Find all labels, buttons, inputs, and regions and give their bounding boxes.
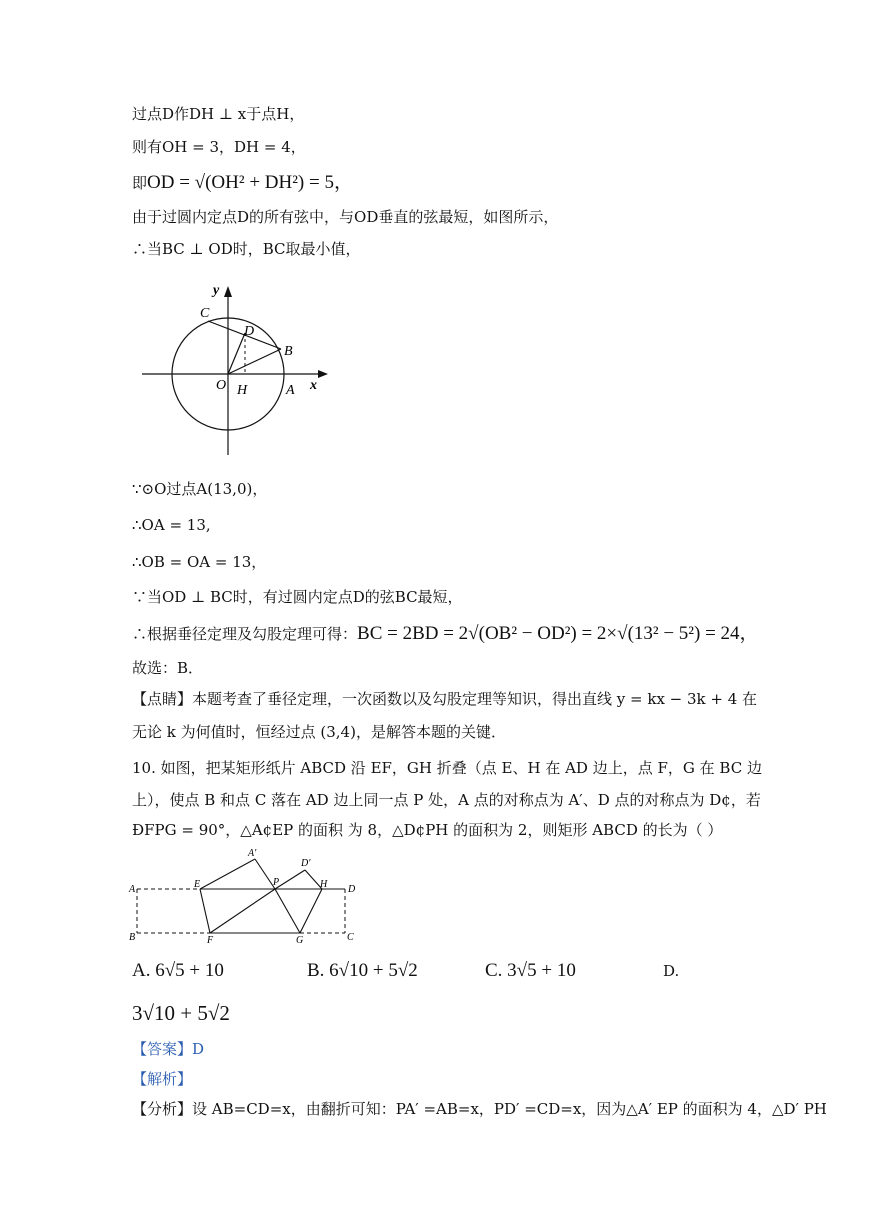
- solution-line-8: ∴OB = OA = 13，: [132, 553, 267, 571]
- segment-gh: [300, 889, 322, 933]
- label-a-prime: A': [248, 848, 257, 859]
- solution-line-11: 故选：B．: [132, 659, 204, 677]
- label-d: D: [348, 884, 356, 895]
- label-d: D: [244, 324, 255, 339]
- label-h: H: [320, 879, 328, 890]
- solution-line-7: ∴OA = 13,: [132, 516, 211, 534]
- option-d-value: 3√10 + 5√2: [132, 1001, 230, 1025]
- segment-od: [228, 333, 245, 374]
- solution-line-1: 过点D作DH ⊥ x于点H，: [132, 105, 305, 123]
- key-point-line-2: 无论 k 为何值时，恒经过点 (3,4)，是解答本题的关键．: [132, 723, 506, 741]
- segment-pg: [275, 889, 300, 933]
- segment-pd: [275, 870, 305, 889]
- label-x: x: [310, 378, 317, 393]
- segment-pf: [210, 889, 275, 933]
- label-o: O: [216, 378, 227, 393]
- circle-figure: [140, 283, 340, 458]
- analysis-line-1: 【分析】设 AB=CD=x，由翻折可知：PA′ =AB=x，PD′ =CD=x，因为△A′ EP 的面积为 4，△D′ PH: [132, 1100, 827, 1118]
- label-p: P: [273, 877, 280, 888]
- solution-line-9: ∵当OD ⊥ BC时，有过圆内定点D的弦BC最短，: [132, 588, 463, 606]
- option-a[interactable]: A. 6√5 + 10: [132, 960, 224, 981]
- answer-line: 【答案】D: [132, 1040, 205, 1058]
- segment-ea: [200, 859, 255, 889]
- option-d[interactable]: D.: [663, 962, 680, 980]
- label-d-prime: D': [301, 858, 311, 869]
- fold-figure: [125, 845, 365, 945]
- analysis-heading: 【解析】: [132, 1070, 193, 1088]
- solution-line-2: 则有OH = 3，DH = 4，: [132, 138, 306, 156]
- key-point-line-1: 【点睛】本题考查了垂径定理，一次函数以及勾股定理等知识，得出直线 y = kx − 3k + 4 在: [132, 690, 758, 708]
- y-axis-arrow: [224, 286, 232, 297]
- label-b: B: [284, 344, 293, 359]
- label-a: A: [286, 383, 295, 398]
- solution-line-6: ∵⊙O过点A(13,0)，: [132, 480, 268, 498]
- label-g: G: [296, 935, 304, 945]
- label-y: y: [213, 283, 220, 298]
- label-e: E: [194, 879, 201, 890]
- solution-line-3: 即OD = √(OH² + DH²) = 5，: [132, 172, 353, 193]
- segment-ef: [200, 889, 210, 933]
- solution-line-10: ∴根据垂径定理及勾股定理可得：BC = 2BD = 2√(OB² − OD²) = 2×√(13² − 5²) = 24，: [132, 623, 759, 644]
- label-b: B: [129, 932, 136, 943]
- label-f: F: [207, 935, 214, 945]
- question-10-line-1: 10. 如图，把某矩形纸片 ABCD 沿 EF，GH 折叠（点 E、H 在 AD 边上，点 F，G 在 BC 边: [132, 759, 762, 777]
- option-b[interactable]: B. 6√10 + 5√2: [307, 960, 418, 981]
- label-a: A: [129, 884, 136, 895]
- segment-ob: [228, 349, 281, 374]
- label-c: C: [200, 306, 210, 321]
- x-axis-arrow: [318, 370, 328, 378]
- question-10-line-3: ÐFPG = 90°，△A¢EP 的面积 为 8，△D¢PH 的面积为 2，则矩形 ABCD 的长为（ ）: [132, 821, 723, 839]
- label-h: H: [237, 383, 248, 398]
- solution-line-5: ∴当BC ⊥ OD时，BC取最小值，: [132, 240, 361, 258]
- question-10-line-2: 上），使点 B 和点 C 落在 AD 边上同一点 P 处，A 点的对称点为 A′、D 点的对称点为 D¢，若: [132, 791, 761, 809]
- segment-ap: [255, 859, 275, 889]
- solution-line-4: 由于过圆内定点D的所有弦中，与OD垂直的弦最短，如图所示，: [132, 208, 559, 226]
- label-c: C: [347, 932, 354, 943]
- option-c[interactable]: C. 3√5 + 10: [485, 960, 576, 981]
